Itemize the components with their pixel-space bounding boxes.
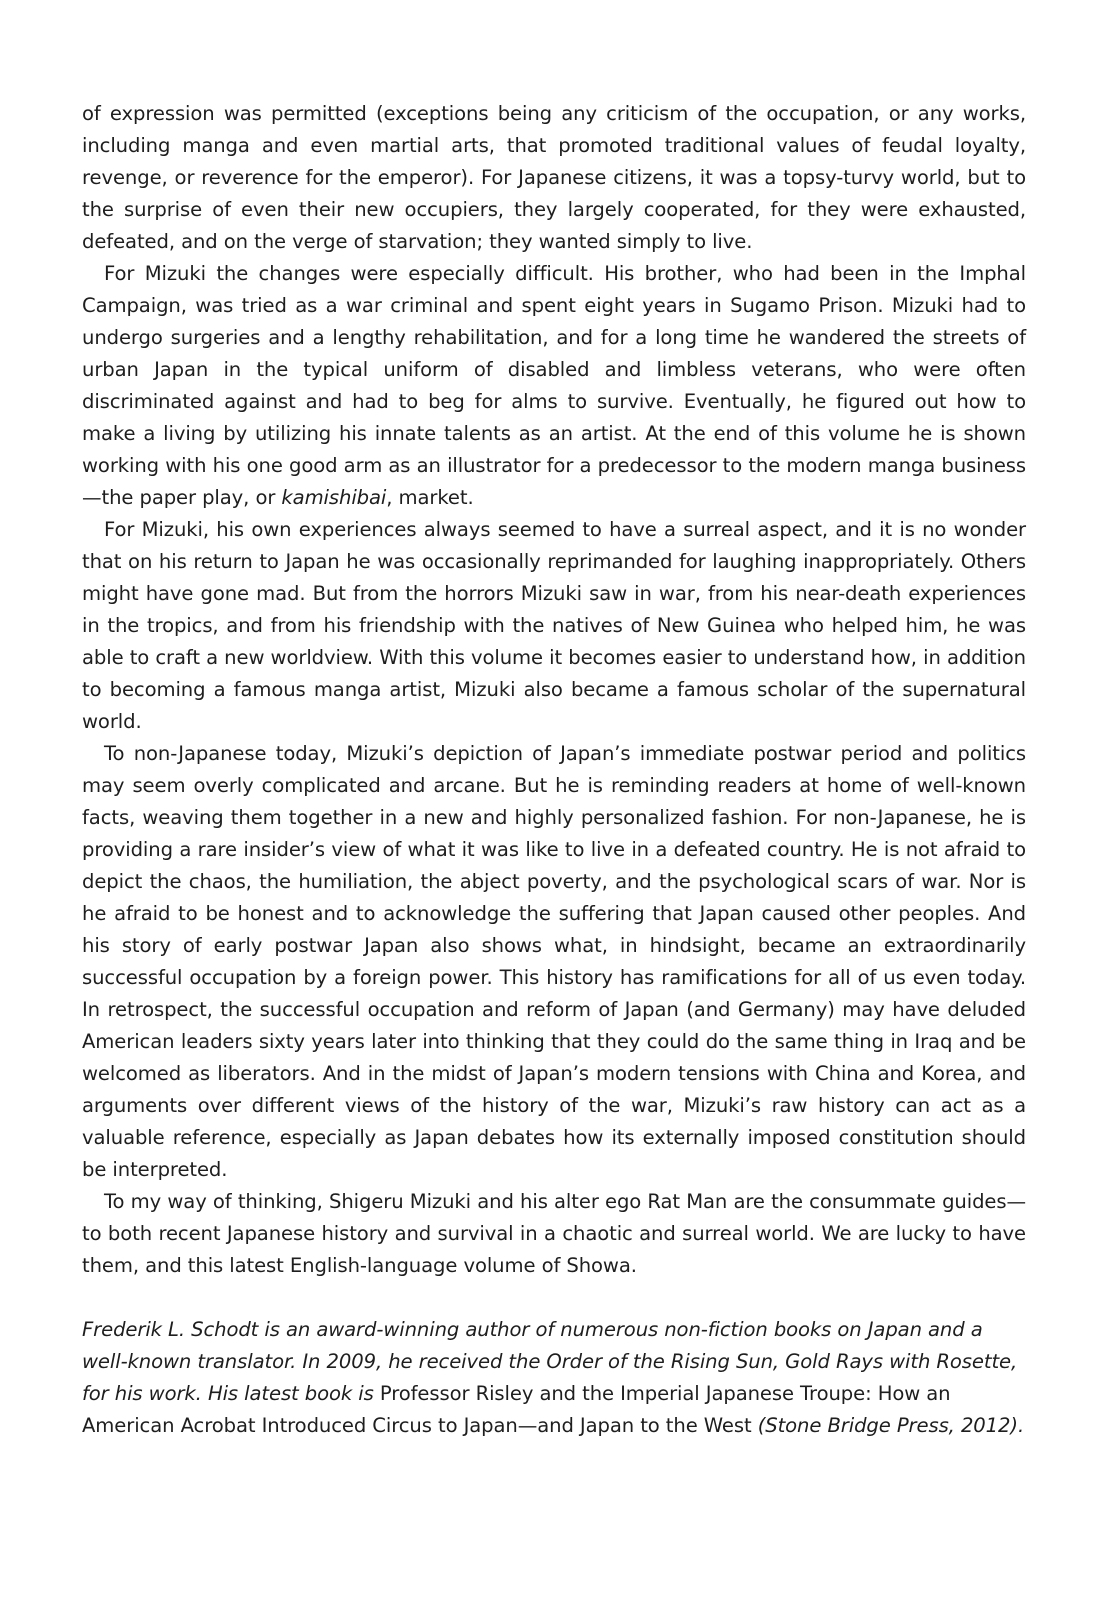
document-page: [82, 98, 1026, 1442]
paragraph-text: , market.: [386, 486, 474, 509]
paragraph-text: For Mizuki the changes were especially difficult. His brother, who had been in the Imphal Campaign, was tried as a war criminal and spent eight years in Sugamo Prison. Mizuki had to undergo surgeries and a lengthy rehabilitation, and for a long time he wandered the streets of urban Japan in the typical uniform of disabled and limbless veterans, who were often discriminated against and had to beg for alms to survive. Eventually, he figured out how to make a living by utilizing his innate talents as an artist. At the end of this volume he is shown working with his one good arm as an illustrator for a predecessor to the modern manga business—the paper play, or: [82, 262, 1026, 509]
paragraph-text: of expression was permitted (exceptions being any criticism of the occupation, or any works, including manga and even martial arts, that promoted traditional values of feudal loyalty, revenge, or reverence for the emperor). For Japanese citizens, it was a topsy-turvy world, but to the surprise of even their new occupiers, they largely cooperated, for they were exhausted, defeated, and on the verge of starvation; they wanted simply to live.: [82, 102, 1026, 253]
paragraph-surreal-aspect: [82, 514, 1026, 738]
paragraph-conclusion: [82, 1186, 1026, 1282]
author-bio: [82, 1314, 1026, 1442]
paragraph-text: For Mizuki, his own experiences always seemed to have a surreal aspect, and it is no wonder that on his return to Japan he was occasionally reprimanded for laughing inappropriately. Others might have gone mad. But from the horrors Mizuki saw in war, from his near-death experiences in the tropics, and from his friendship with the natives of New Guinea who helped him, he was able to craft a new worldview. With this volume it becomes easier to understand how, in addition to becoming a famous manga artist, Mizuki also became a famous scholar of the supernatural world.: [82, 518, 1026, 733]
book-title: Professor Risley and the Imperial Japanese Troupe: How an American Acrobat Introduced Circus to Japan—and Japan to the West: [82, 1382, 951, 1437]
bio-text: Frederik L. Schodt is an award-winning author of numerous non-fiction books on Japan and a well-known translator. In 2009, he received the Order of the Rising Sun, Gold Rays with Rosette, for his work. His latest book is: [82, 1318, 1018, 1405]
paragraph-postwar-politics: [82, 738, 1026, 1186]
paragraph-occupation: [82, 98, 1026, 258]
paragraph-text: To non-Japanese today, Mizuki’s depiction of Japan’s immediate postwar period and politics may seem overly complicated and arcane. But he is reminding readers at home of well-known facts, weaving them together in a new and highly personalized fashion. For non-Japanese, he is providing a rare insider’s view of what it was like to live in a defeated country. He is not afraid to depict the chaos, the humiliation, the abject poverty, and the psychological scars of war. Nor is he afraid to be honest and to acknowledge the suffering that Japan caused other peoples. And his story of early postwar Japan also shows what, in hindsight, became an extraordinarily successful occupation by a foreign power. This history has ramifications for all of us even today. In retrospect, the successful occupation and reform of Japan (and Germany) may have deluded American leaders sixty years later into thinking that they could do the same thing in Iraq and be welcomed as liberators. And in the midst of Japan’s modern tensions with China and Korea, and arguments over different views of the history of the war, Mizuki’s raw history can act as a valuable reference, especially as Japan debates how its externally imposed constitution should be interpreted.: [82, 742, 1026, 1181]
publisher-note: (Stone Bridge Press, 2012).: [751, 1414, 1025, 1437]
kamishibai-term: kamishibai: [281, 486, 387, 509]
paragraph-mizuki-changes: [82, 258, 1026, 514]
paragraph-text: To my way of thinking, Shigeru Mizuki and his alter ego Rat Man are the consummate guides—to both recent Japanese history and survival in a chaotic and surreal world. We are lucky to have them, and this latest English-language volume of Showa.: [82, 1190, 1026, 1277]
